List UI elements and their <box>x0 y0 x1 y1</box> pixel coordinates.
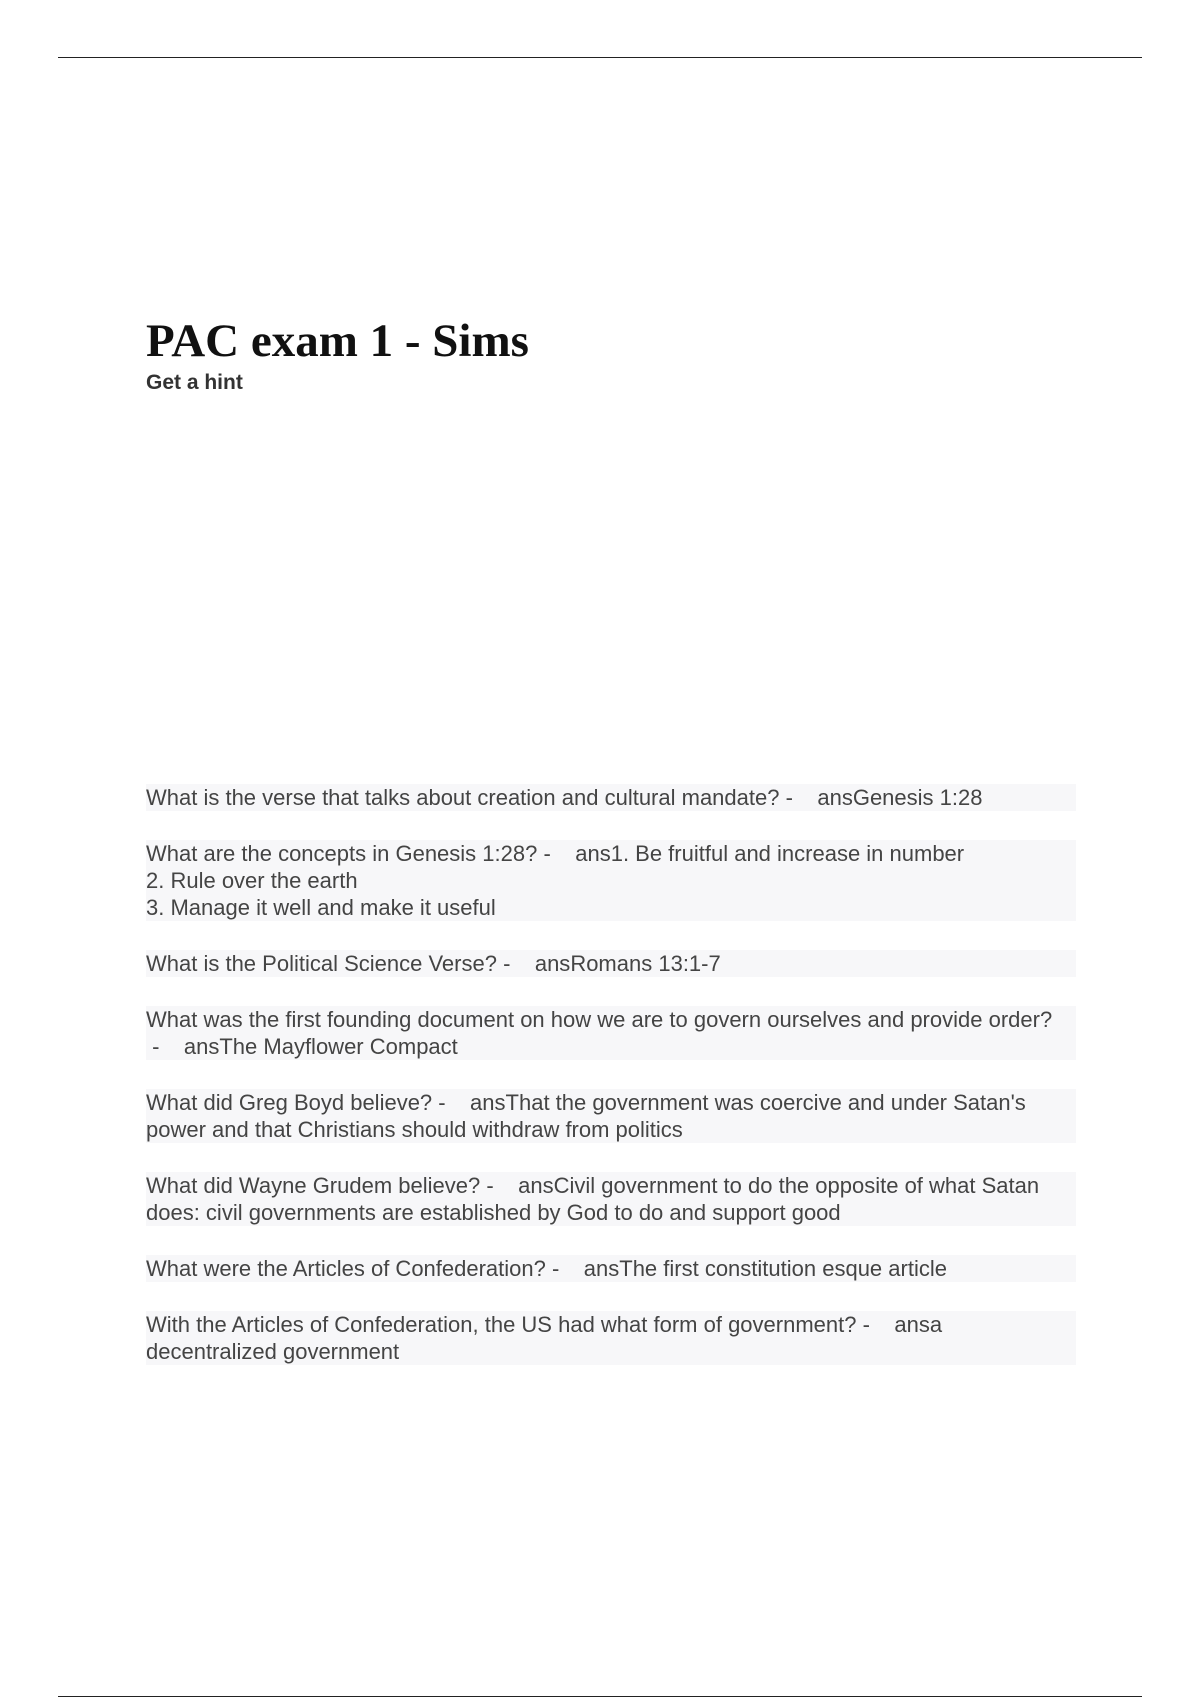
top-rule <box>58 57 1142 58</box>
qa-question: With the Articles of Confederation, the US had what form of government? <box>146 1312 857 1337</box>
qa-separator: - ans <box>545 1256 620 1281</box>
qa-answer: a decentralized government <box>146 1312 943 1364</box>
qa-answer: The Mayflower Compact <box>219 1034 458 1059</box>
qa-question: What were the Articles of Confederation? <box>146 1256 546 1281</box>
qa-answer: 1. Be fruitful and increase in number 2. Rule over the earth 3. Manage it well and make it useful <box>146 841 965 920</box>
qa-item <box>146 784 1076 811</box>
qa-separator: - ans <box>480 1173 554 1198</box>
qa-answer: That the government was coercive and under Satan's power and that Christians should withdraw from politics <box>146 1090 1026 1142</box>
qa-separator: - ans <box>856 1312 930 1337</box>
qa-item <box>146 1311 1076 1365</box>
qa-answer: The first constitution esque article <box>619 1256 947 1281</box>
qa-item <box>146 1089 1076 1143</box>
qa-item <box>146 1255 1076 1282</box>
qa-question: What is the Political Science Verse? <box>146 951 497 976</box>
qa-question: What did Wayne Grudem believe? <box>146 1173 481 1198</box>
qa-question: What did Greg Boyd believe? <box>146 1090 433 1115</box>
qa-separator: - ans <box>146 1034 220 1059</box>
get-hint-link[interactable]: Get a hint <box>146 371 243 394</box>
document-title: PAC exam 1 - Sims <box>146 315 529 367</box>
qa-answer: Civil government to do the opposite of what Satan does: civil governments are established by God to do and support good <box>146 1173 1040 1225</box>
qa-question: What are the concepts in Genesis 1:28? <box>146 841 538 866</box>
qa-separator: - ans <box>432 1090 506 1115</box>
qa-answer: Genesis 1:28 <box>852 785 983 810</box>
qa-separator: - ans <box>496 951 571 976</box>
qa-list <box>146 784 1076 1394</box>
qa-item <box>146 840 1076 921</box>
qa-item <box>146 1006 1076 1060</box>
qa-answer: Romans 13:1-7 <box>570 951 721 976</box>
document-header <box>146 312 1106 396</box>
qa-separator: - ans <box>779 785 853 810</box>
qa-item <box>146 950 1076 977</box>
qa-question: What is the verse that talks about creation and cultural mandate? <box>146 785 780 810</box>
qa-question: What was the first founding document on how we are to govern ourselves and provide order? <box>146 1007 1053 1032</box>
bottom-rule <box>58 1696 1142 1697</box>
qa-separator: - ans <box>537 841 611 866</box>
qa-item <box>146 1172 1076 1226</box>
